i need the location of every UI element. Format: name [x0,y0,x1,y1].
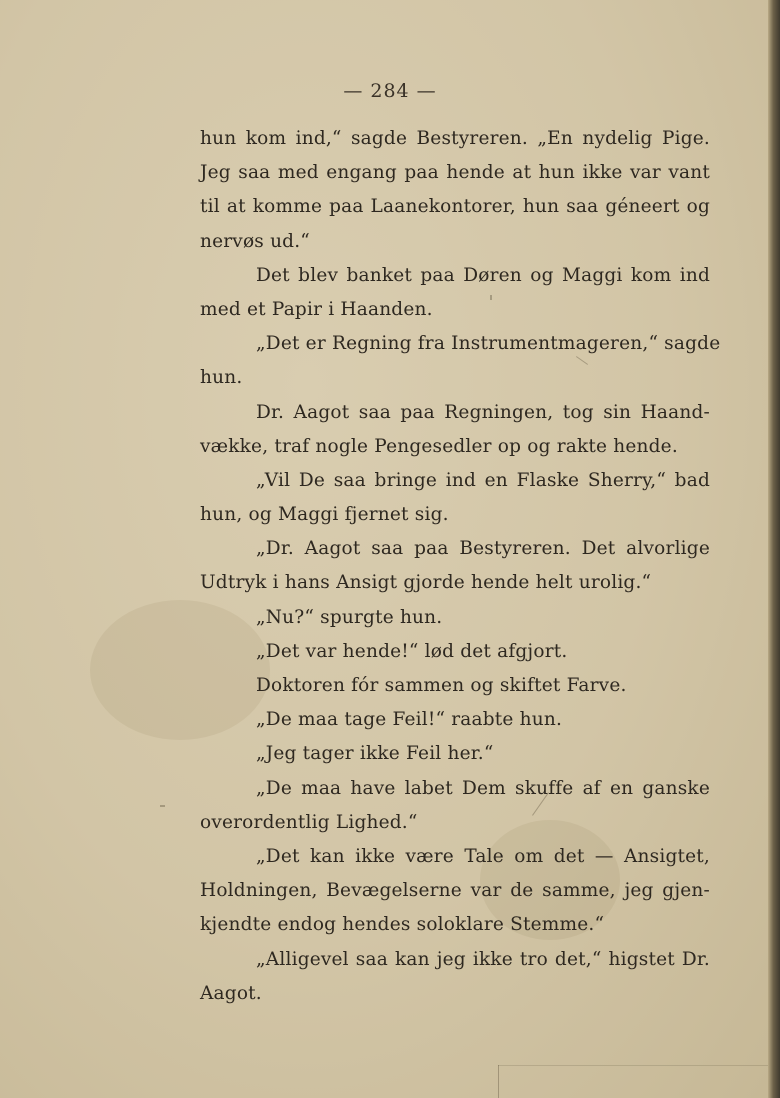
text-line: til at komme paa Laanekontorer, hun saa géneert og [200,196,710,218]
text-line: nervøs ud.“ [200,230,310,252]
paper-crease [498,1065,499,1098]
text-line: Dr. Aagot saa paa Regningen, tog sin Haand- [256,401,710,423]
text-line: „Jeg tager ikke Feil her.“ [256,743,494,765]
text-line: kjendte endog hendes soloklare Stemme.“ [200,914,605,936]
text-line: overordentlig Lighed.“ [200,811,418,833]
text-line: vække, traf nogle Pengesedler op og rakte hende. [200,435,678,457]
text-line: „Vil De saa bringe ind en Flaske Sherry,“ bad [256,469,710,491]
text-line: hun, og Maggi fjernet sig. [200,504,449,526]
text-line: Jeg saa med engang paa hende at hun ikke var vant [200,162,710,184]
text-line: hun kom ind,“ sagde Bestyreren. „En nydelig Pige. [200,128,710,149]
text-line: Holdningen, Bevægelserne var de samme, jeg gjen- [200,880,710,902]
text-line: „Dr. Aagot saa paa Bestyreren. Det alvorlige [256,538,710,560]
page-number: — 284 — [343,80,437,102]
text-line: med et Papir i Haanden. [200,298,433,320]
text-line: „Nu?“ spurgte hun. [256,606,443,628]
body-text [200,122,721,1011]
text-line: „Alligevel saa kan jeg ikke tro det,“ higstet Dr. [256,948,710,970]
text-line: Det blev banket paa Døren og Maggi kom ind [256,264,710,286]
text-line: „Det er Regning fra Instrumentmageren,“ sagde [256,333,721,355]
text-line: „Det kan ikke være Tale om det — Ansigtet, [256,845,710,867]
text-line: Udtryk i hans Ansigt gjorde hende helt urolig.“ [200,572,652,594]
text-line: „Det var hende!“ lød det afgjort. [256,640,568,662]
text-line: Doktoren fór sammen og skiftet Farve. [256,675,627,696]
text-line: „De maa tage Feil!“ raabte hun. [256,709,563,731]
page-edge-shadow [768,0,780,1098]
paper-speck [160,805,165,807]
paper-crease [498,1065,768,1066]
text-line: „De maa have labet Dem skuffe af en ganske [256,777,710,799]
text-line: Aagot. [200,982,262,1004]
text-line: hun. [200,367,243,389]
